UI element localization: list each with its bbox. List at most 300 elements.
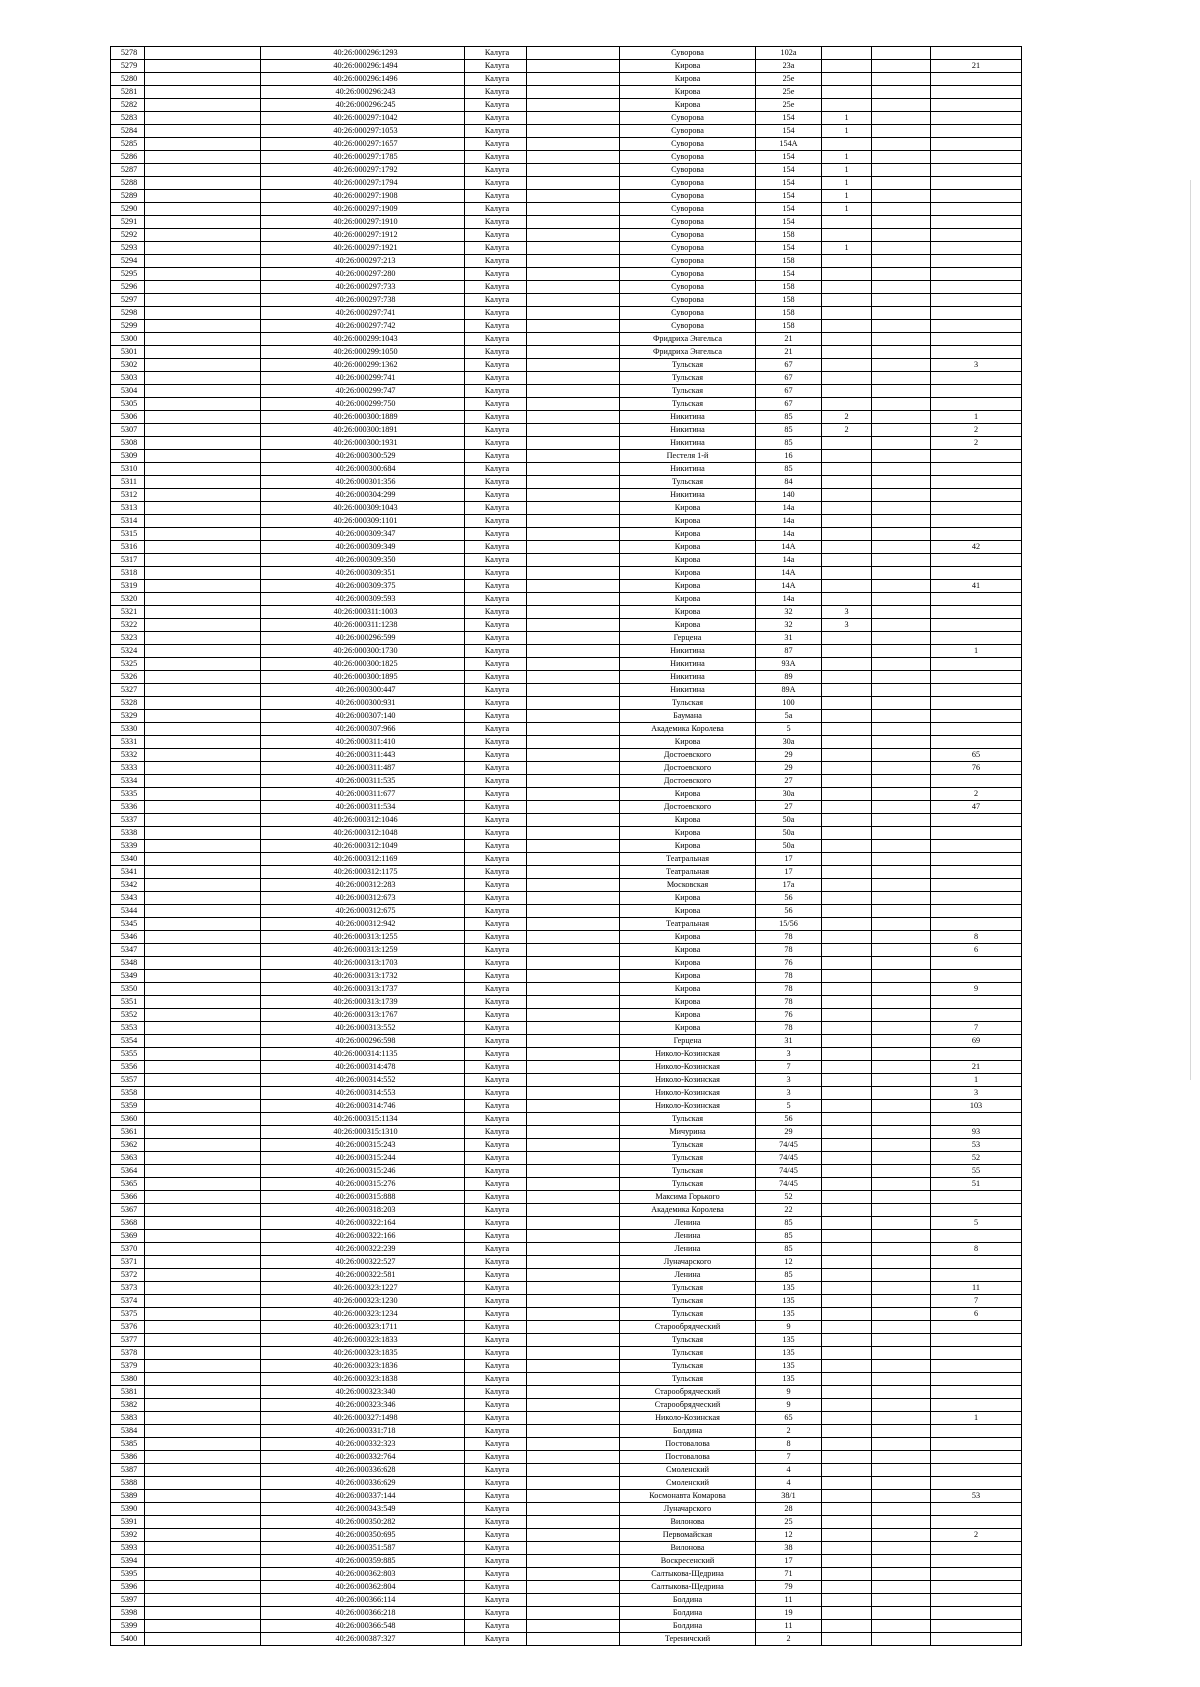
cadastral-number: 40:26:000297:213 (261, 255, 465, 268)
city: Калуга (465, 255, 527, 268)
house-number: 3 (756, 1074, 822, 1087)
row-number: 5368 (111, 1217, 145, 1230)
city: Калуга (465, 60, 527, 73)
city: Калуга (465, 957, 527, 970)
table-row (111, 567, 1022, 580)
table-row (111, 710, 1022, 723)
table-row (111, 541, 1022, 554)
table-row (111, 73, 1022, 86)
street: Суворова (620, 138, 756, 151)
table-row (111, 593, 1022, 606)
building-number (822, 255, 872, 268)
house-number: 79 (756, 1581, 822, 1594)
street: Достоевского (620, 801, 756, 814)
building-number (822, 73, 872, 86)
city: Калуга (465, 1243, 527, 1256)
street: Герцена (620, 1035, 756, 1048)
owner-cell (145, 60, 261, 73)
building-number (822, 1503, 872, 1516)
street: Старообрядческий (620, 1386, 756, 1399)
city: Калуга (465, 385, 527, 398)
table-row (111, 736, 1022, 749)
apartment-letter (872, 918, 931, 931)
house-number: 14а (756, 554, 822, 567)
city: Калуга (465, 112, 527, 125)
table-row (111, 840, 1022, 853)
house-number: 27 (756, 801, 822, 814)
owner-cell (145, 1633, 261, 1646)
city: Калуга (465, 1178, 527, 1191)
row-number: 5300 (111, 333, 145, 346)
owner-cell (145, 1516, 261, 1529)
table-row (111, 788, 1022, 801)
building-number (822, 1451, 872, 1464)
city: Калуга (465, 1360, 527, 1373)
cadastral-number: 40:26:000313:1259 (261, 944, 465, 957)
street: Тульская (620, 1373, 756, 1386)
house-number: 3 (756, 1048, 822, 1061)
district-cell (527, 1633, 620, 1646)
cadastral-number: 40:26:000314:746 (261, 1100, 465, 1113)
city: Калуга (465, 502, 527, 515)
building-number (822, 1191, 872, 1204)
apartment-number (931, 320, 1022, 333)
house-number: 154 (756, 268, 822, 281)
row-number: 5290 (111, 203, 145, 216)
house-number: 84 (756, 476, 822, 489)
city: Калуга (465, 203, 527, 216)
city: Калуга (465, 801, 527, 814)
apartment-letter (872, 879, 931, 892)
apartment-number (931, 203, 1022, 216)
street: Луначарского (620, 1503, 756, 1516)
house-number: 85 (756, 1269, 822, 1282)
city: Калуга (465, 476, 527, 489)
apartment-number (931, 47, 1022, 60)
house-number: 56 (756, 892, 822, 905)
owner-cell (145, 996, 261, 1009)
apartment-number (931, 242, 1022, 255)
cadastral-number: 40:26:000313:1255 (261, 931, 465, 944)
building-number (822, 463, 872, 476)
apartment-letter (872, 905, 931, 918)
table-row (111, 1152, 1022, 1165)
city: Калуга (465, 1282, 527, 1295)
house-number: 85 (756, 1217, 822, 1230)
row-number: 5297 (111, 294, 145, 307)
building-number (822, 1204, 872, 1217)
district-cell (527, 879, 620, 892)
cadastral-number: 40:26:000331:718 (261, 1425, 465, 1438)
city: Калуга (465, 1542, 527, 1555)
owner-cell (145, 437, 261, 450)
street: Тульская (620, 1165, 756, 1178)
district-cell (527, 1464, 620, 1477)
house-number: 11 (756, 1620, 822, 1633)
city: Калуга (465, 697, 527, 710)
district-cell (527, 437, 620, 450)
district-cell (527, 1178, 620, 1191)
city: Калуга (465, 1568, 527, 1581)
table-row (111, 450, 1022, 463)
apartment-letter (872, 632, 931, 645)
building-number (822, 1490, 872, 1503)
street: Никитина (620, 463, 756, 476)
apartment-number (931, 554, 1022, 567)
apartment-letter (872, 398, 931, 411)
city: Калуга (465, 918, 527, 931)
building-number (822, 1074, 872, 1087)
house-number: 85 (756, 424, 822, 437)
city: Калуга (465, 1022, 527, 1035)
owner-cell (145, 450, 261, 463)
district-cell (527, 476, 620, 489)
owner-cell (145, 1295, 261, 1308)
apartment-number (931, 307, 1022, 320)
district-cell (527, 1113, 620, 1126)
cadastral-number: 40:26:000309:349 (261, 541, 465, 554)
cadastral-number: 40:26:000311:487 (261, 762, 465, 775)
district-cell (527, 450, 620, 463)
district-cell (527, 632, 620, 645)
cadastral-number: 40:26:000322:164 (261, 1217, 465, 1230)
apartment-letter (872, 1503, 931, 1516)
owner-cell (145, 1074, 261, 1087)
house-number: 14а (756, 528, 822, 541)
owner-cell (145, 1412, 261, 1425)
apartment-letter (872, 164, 931, 177)
building-number (822, 476, 872, 489)
city: Калуга (465, 710, 527, 723)
table-row (111, 255, 1022, 268)
building-number: 1 (822, 164, 872, 177)
city: Калуга (465, 1490, 527, 1503)
row-number: 5335 (111, 788, 145, 801)
house-number: 29 (756, 1126, 822, 1139)
apartment-number: 1 (931, 1074, 1022, 1087)
cadastral-number: 40:26:000323:340 (261, 1386, 465, 1399)
owner-cell (145, 1503, 261, 1516)
cadastral-number: 40:26:000297:1792 (261, 164, 465, 177)
building-number (822, 1035, 872, 1048)
cadastral-number: 40:26:000297:1794 (261, 177, 465, 190)
district-cell (527, 658, 620, 671)
owner-cell (145, 645, 261, 658)
row-number: 5294 (111, 255, 145, 268)
district-cell (527, 1074, 620, 1087)
house-number: 30а (756, 736, 822, 749)
house-number: 135 (756, 1334, 822, 1347)
cadastral-number: 40:26:000315:276 (261, 1178, 465, 1191)
building-number: 1 (822, 203, 872, 216)
district-cell (527, 333, 620, 346)
owner-cell (145, 489, 261, 502)
owner-cell (145, 528, 261, 541)
apartment-letter (872, 996, 931, 1009)
apartment-letter (872, 1256, 931, 1269)
table-row (111, 1529, 1022, 1542)
table-row (111, 177, 1022, 190)
cadastral-number: 40:26:000323:1835 (261, 1347, 465, 1360)
building-number (822, 450, 872, 463)
apartment-letter (872, 1048, 931, 1061)
district-cell (527, 1503, 620, 1516)
district-cell (527, 1451, 620, 1464)
table-row (111, 827, 1022, 840)
cadastral-number: 40:26:000297:1908 (261, 190, 465, 203)
city: Калуга (465, 1035, 527, 1048)
table-row (111, 1139, 1022, 1152)
house-number: 140 (756, 489, 822, 502)
house-number: 21 (756, 333, 822, 346)
row-number: 5304 (111, 385, 145, 398)
city: Калуга (465, 528, 527, 541)
house-number: 15/56 (756, 918, 822, 931)
street: Никитина (620, 645, 756, 658)
row-number: 5328 (111, 697, 145, 710)
apartment-number (931, 970, 1022, 983)
owner-cell (145, 1230, 261, 1243)
building-number (822, 1321, 872, 1334)
cadastral-number: 40:26:000351:587 (261, 1542, 465, 1555)
building-number (822, 1100, 872, 1113)
city: Калуга (465, 723, 527, 736)
district-cell (527, 957, 620, 970)
house-number: 27 (756, 775, 822, 788)
district-cell (527, 1399, 620, 1412)
row-number: 5334 (111, 775, 145, 788)
building-number (822, 1594, 872, 1607)
city: Калуга (465, 1204, 527, 1217)
district-cell (527, 788, 620, 801)
owner-cell (145, 1334, 261, 1347)
building-number (822, 346, 872, 359)
city: Калуга (465, 424, 527, 437)
street: Тульская (620, 1295, 756, 1308)
building-number (822, 1529, 872, 1542)
owner-cell (145, 840, 261, 853)
owner-cell (145, 1113, 261, 1126)
district-cell (527, 1438, 620, 1451)
row-number: 5383 (111, 1412, 145, 1425)
street: Болдина (620, 1607, 756, 1620)
owner-cell (145, 177, 261, 190)
apartment-letter (872, 489, 931, 502)
owner-cell (145, 307, 261, 320)
building-number (822, 1009, 872, 1022)
city: Калуга (465, 645, 527, 658)
city: Калуга (465, 1503, 527, 1516)
street: Ленина (620, 1217, 756, 1230)
owner-cell (145, 1269, 261, 1282)
house-number: 17а (756, 879, 822, 892)
table-row (111, 1295, 1022, 1308)
street: Николо-Козинская (620, 1412, 756, 1425)
street: Тульская (620, 1282, 756, 1295)
row-number: 5322 (111, 619, 145, 632)
house-number: 38 (756, 1542, 822, 1555)
house-number: 78 (756, 931, 822, 944)
cadastral-number: 40:26:000318:203 (261, 1204, 465, 1217)
street: Тульская (620, 1178, 756, 1191)
table-row (111, 437, 1022, 450)
row-number: 5352 (111, 1009, 145, 1022)
street: Пестеля 1-й (620, 450, 756, 463)
apartment-number (931, 671, 1022, 684)
apartment-number (931, 1568, 1022, 1581)
district-cell (527, 151, 620, 164)
apartment-letter (872, 619, 931, 632)
row-number: 5295 (111, 268, 145, 281)
apartment-letter (872, 47, 931, 60)
house-number: 78 (756, 1022, 822, 1035)
cadastral-number: 40:26:000350:695 (261, 1529, 465, 1542)
table-row (111, 47, 1022, 60)
apartment-number: 2 (931, 788, 1022, 801)
cadastral-number: 40:26:000297:1053 (261, 125, 465, 138)
cadastral-number: 40:26:000322:581 (261, 1269, 465, 1282)
apartment-number (931, 385, 1022, 398)
district-cell (527, 1295, 620, 1308)
city: Калуга (465, 866, 527, 879)
row-number: 5391 (111, 1516, 145, 1529)
row-number: 5312 (111, 489, 145, 502)
street: Старообрядческий (620, 1399, 756, 1412)
owner-cell (145, 190, 261, 203)
cadastral-number: 40:26:000297:742 (261, 320, 465, 333)
table-row (111, 1347, 1022, 1360)
apartment-number: 1 (931, 645, 1022, 658)
cadastral-number: 40:26:000315:243 (261, 1139, 465, 1152)
owner-cell (145, 1425, 261, 1438)
apartment-number (931, 1321, 1022, 1334)
cadastral-number: 40:26:000314:552 (261, 1074, 465, 1087)
owner-cell (145, 918, 261, 931)
row-number: 5353 (111, 1022, 145, 1035)
apartment-letter (872, 463, 931, 476)
table-row (111, 814, 1022, 827)
row-number: 5317 (111, 554, 145, 567)
city: Калуга (465, 86, 527, 99)
row-number: 5348 (111, 957, 145, 970)
house-number: 14а (756, 593, 822, 606)
building-number (822, 1217, 872, 1230)
apartment-letter (872, 1464, 931, 1477)
row-number: 5281 (111, 86, 145, 99)
city: Калуга (465, 1048, 527, 1061)
cadastral-number: 40:26:000313:1739 (261, 996, 465, 1009)
row-number: 5336 (111, 801, 145, 814)
house-number: 5 (756, 1100, 822, 1113)
street: Суворова (620, 229, 756, 242)
apartment-number: 42 (931, 541, 1022, 554)
owner-cell (145, 1542, 261, 1555)
building-number (822, 905, 872, 918)
row-number: 5314 (111, 515, 145, 528)
apartment-number: 55 (931, 1165, 1022, 1178)
district-cell (527, 398, 620, 411)
district-cell (527, 60, 620, 73)
owner-cell (145, 1464, 261, 1477)
apartment-number (931, 1581, 1022, 1594)
cadastral-number: 40:26:000300:684 (261, 463, 465, 476)
table-row (111, 1100, 1022, 1113)
street: Кирова (620, 905, 756, 918)
apartment-number: 5 (931, 1217, 1022, 1230)
table-row (111, 1009, 1022, 1022)
table-row (111, 138, 1022, 151)
owner-cell (145, 554, 261, 567)
apartment-letter (872, 554, 931, 567)
building-number (822, 775, 872, 788)
cadastral-number: 40:26:000296:243 (261, 86, 465, 99)
city: Калуга (465, 216, 527, 229)
cadastral-number: 40:26:000312:1046 (261, 814, 465, 827)
apartment-letter (872, 1269, 931, 1282)
cadastral-number: 40:26:000313:552 (261, 1022, 465, 1035)
building-number (822, 1126, 872, 1139)
street: Космонавта Комарова (620, 1490, 756, 1503)
house-number: 29 (756, 749, 822, 762)
row-number: 5324 (111, 645, 145, 658)
table-row (111, 1425, 1022, 1438)
district-cell (527, 242, 620, 255)
owner-cell (145, 138, 261, 151)
street: Кирова (620, 593, 756, 606)
building-number: 1 (822, 242, 872, 255)
city: Калуга (465, 1230, 527, 1243)
apartment-letter (872, 1022, 931, 1035)
district-cell (527, 528, 620, 541)
house-number: 154 (756, 216, 822, 229)
table-row (111, 1516, 1022, 1529)
street: Театральная (620, 853, 756, 866)
cadastral-number: 40:26:000297:1785 (261, 151, 465, 164)
apartment-letter (872, 1386, 931, 1399)
table-row (111, 775, 1022, 788)
owner-cell (145, 1204, 261, 1217)
table-row (111, 697, 1022, 710)
row-number: 5378 (111, 1347, 145, 1360)
house-number: 67 (756, 385, 822, 398)
district-cell (527, 749, 620, 762)
district-cell (527, 1360, 620, 1373)
cadastral-number: 40:26:000314:478 (261, 1061, 465, 1074)
city: Калуга (465, 411, 527, 424)
city: Калуга (465, 1256, 527, 1269)
apartment-letter (872, 268, 931, 281)
building-number (822, 1282, 872, 1295)
table-row (111, 931, 1022, 944)
apartment-letter (872, 1217, 931, 1230)
city: Калуга (465, 580, 527, 593)
cadastral-number: 40:26:000309:593 (261, 593, 465, 606)
row-number: 5301 (111, 346, 145, 359)
district-cell (527, 619, 620, 632)
owner-cell (145, 294, 261, 307)
district-cell (527, 606, 620, 619)
row-number: 5381 (111, 1386, 145, 1399)
street: Ленина (620, 1243, 756, 1256)
owner-cell (145, 255, 261, 268)
table-row (111, 580, 1022, 593)
apartment-letter (872, 1165, 931, 1178)
apartment-letter (872, 177, 931, 190)
apartment-letter (872, 125, 931, 138)
building-number (822, 827, 872, 840)
owner-cell (145, 320, 261, 333)
cadastral-number: 40:26:000311:410 (261, 736, 465, 749)
